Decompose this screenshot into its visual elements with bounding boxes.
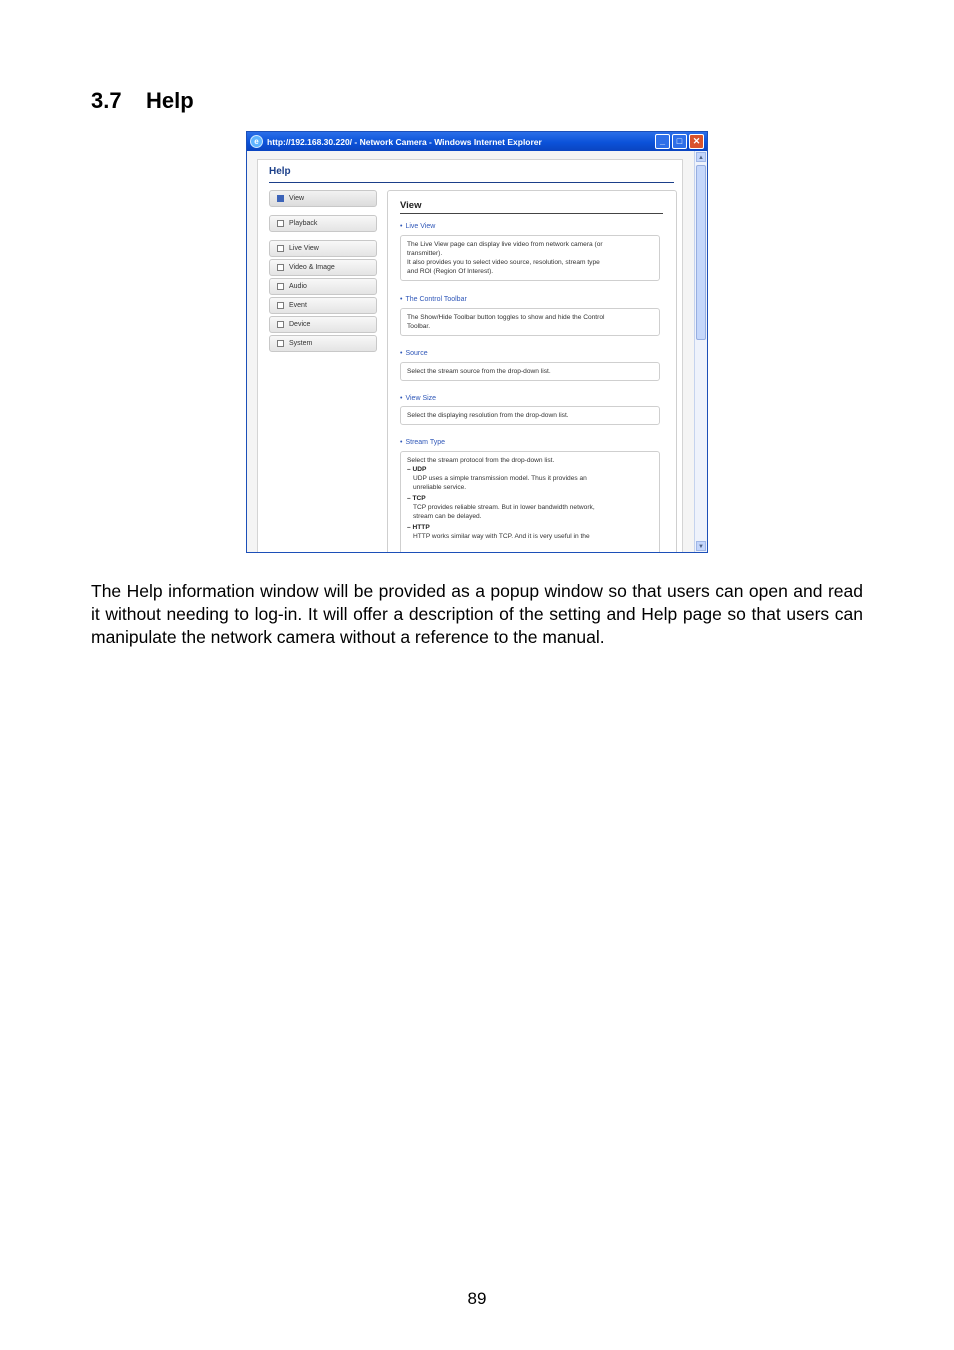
- sidebar-item-label: Video & Image: [289, 264, 335, 271]
- topic-box-live-view: [400, 235, 660, 281]
- sidebar-item-device[interactable]: [269, 316, 377, 333]
- sidebar-item-view[interactable]: [269, 190, 377, 207]
- sidebar-item-system[interactable]: [269, 335, 377, 352]
- sidebar-item-label: Event: [289, 302, 307, 309]
- section-heading: [91, 88, 194, 114]
- topic-text-line: stream can be delayed.: [413, 513, 482, 520]
- topic-link-stream-type[interactable]: • Stream Type: [400, 439, 445, 446]
- ie-logo-icon: e: [250, 135, 263, 148]
- sidebar-item-live-view[interactable]: [269, 240, 377, 257]
- topic-text-line: unreliable service.: [413, 484, 467, 491]
- sidebar-item-label: Live View: [289, 245, 319, 252]
- page-number: 89: [467, 1289, 487, 1308]
- topic-text-line: The Live View page can display live video from network camera (or: [407, 241, 603, 248]
- help-sidebar: [269, 190, 377, 354]
- expand-box-icon: [277, 283, 284, 290]
- topic-link-live-view[interactable]: • Live View: [400, 223, 435, 230]
- help-content-panel: [387, 190, 677, 553]
- topic-text-line: UDP uses a simple transmission model. Thus it provides an: [413, 475, 587, 482]
- topic-box-source: [400, 362, 660, 381]
- section-number: 3.7: [91, 88, 122, 113]
- protocol-name: – UDP: [407, 466, 427, 473]
- expand-box-icon: [277, 264, 284, 271]
- sidebar-item-label: System: [289, 340, 313, 347]
- scroll-up-icon[interactable]: ▲: [696, 152, 706, 162]
- topic-text-line: HTTP works similar way with TCP. And it is very useful in the: [413, 533, 590, 540]
- browser-content: [247, 151, 695, 552]
- minimize-button[interactable]: _: [655, 134, 670, 149]
- sidebar-item-label: Device: [289, 321, 311, 328]
- sidebar-item-playback[interactable]: [269, 215, 377, 232]
- body-paragraph: The Help information window will be provided as a popup window so that users can open and read it without needing to log-in. It will offer a description of the setting and Help page so that users can manipulate the network camera without a reference to the manual.: [91, 581, 863, 647]
- topic-link-control-toolbar[interactable]: • The Control Toolbar: [400, 296, 467, 303]
- topic-text-line: Toolbar.: [407, 323, 431, 330]
- sidebar-item-video-image[interactable]: [269, 259, 377, 276]
- topic-text-line: and ROI (Region Of Interest).: [407, 268, 494, 275]
- sidebar-item-audio[interactable]: [269, 278, 377, 295]
- help-title-divider: [269, 182, 674, 183]
- protocol-name: – TCP: [407, 495, 426, 502]
- scroll-down-icon[interactable]: ▼: [696, 541, 706, 551]
- maximize-button[interactable]: □: [672, 134, 687, 149]
- content-title: View: [400, 200, 422, 211]
- topic-text-line: TCP provides reliable stream. But in lower bandwidth network,: [413, 504, 595, 511]
- vertical-scrollbar[interactable]: [694, 151, 707, 552]
- window-title: http://192.168.30.220/ - Network Camera - Windows Internet Explorer: [267, 136, 542, 147]
- topic-box-control-toolbar: [400, 308, 660, 336]
- topic-box-view-size: [400, 406, 660, 425]
- topic-text-line: The Show/Hide Toolbar button toggles to show and hide the Control: [407, 314, 605, 321]
- expand-box-icon: [277, 321, 284, 328]
- section-title: Help: [146, 88, 194, 113]
- expand-box-icon: [277, 220, 284, 227]
- sidebar-item-label: View: [289, 195, 305, 202]
- browser-window-screenshot: [246, 131, 708, 553]
- topic-text-line: Select the displaying resolution from the drop-down list.: [407, 412, 569, 419]
- topic-box-stream-type: [400, 451, 660, 553]
- protocol-name: – HTTP: [407, 524, 430, 531]
- content-title-divider: [400, 213, 663, 214]
- help-title: Help: [269, 166, 291, 177]
- sidebar-item-label: Playback: [289, 220, 318, 227]
- topic-text-line: Select the stream source from the drop-down list.: [407, 368, 551, 375]
- topic-text-line: transmitter).: [407, 250, 443, 257]
- topic-link-source[interactable]: • Source: [400, 350, 428, 357]
- expand-box-icon: [277, 340, 284, 347]
- sidebar-item-label: Audio: [289, 283, 307, 290]
- close-button[interactable]: ✕: [689, 134, 704, 149]
- expand-box-icon: [277, 302, 284, 309]
- topic-text-line: Select the stream protocol from the drop-down list.: [407, 457, 555, 464]
- topic-link-view-size[interactable]: • View Size: [400, 395, 436, 402]
- topic-text-line: It also provides you to select video source, resolution, stream type: [407, 259, 600, 266]
- window-titlebar: [247, 132, 707, 151]
- scroll-thumb[interactable]: [696, 165, 706, 340]
- expand-box-icon: [277, 195, 284, 202]
- help-page: [257, 159, 683, 553]
- sidebar-item-event[interactable]: [269, 297, 377, 314]
- expand-box-icon: [277, 245, 284, 252]
